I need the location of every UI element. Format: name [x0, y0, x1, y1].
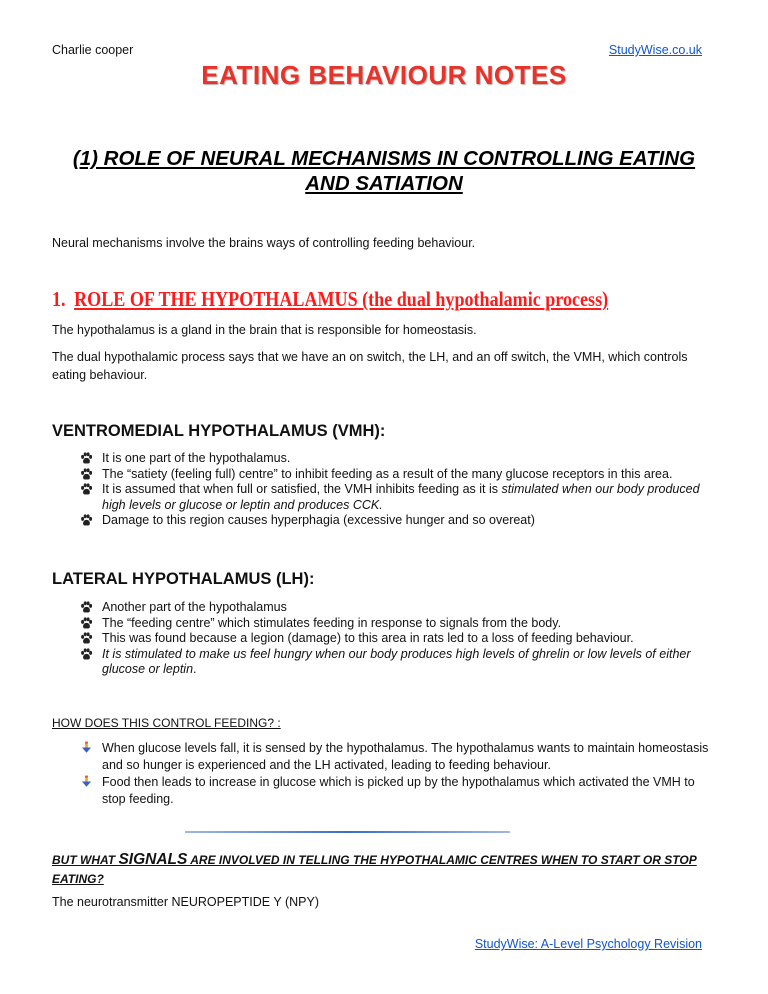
paw-icon: [80, 601, 93, 614]
list-item: It is stimulated to make us feel hungry when our body produces high levels of ghrelin or low levels of either glucose or leptin.: [75, 647, 715, 678]
list-item: When glucose levels fall, it is sensed by the hypothalamus. The hypothalamus wants to maintain homeostasis and so hunger is experienced and the LH activated, leading to feeding behaviour.: [52, 740, 715, 774]
paw-icon: [80, 468, 93, 481]
paw-icon: [80, 483, 93, 496]
paragraph-hypothalamus: The hypothalamus is a gland in the brain that is responsible for homeostasis.: [52, 323, 477, 337]
list-item: It is one part of the hypothalamus.: [75, 451, 715, 467]
list-item: The “satiety (feeling full) centre” to inhibit feeding as a result of the many glucose receptors in this area.: [75, 467, 715, 483]
signals-question: BUT WHAT SIGNALS ARE INVOLVED IN TELLING THE HYPOTHALAMIC CENTRES WHEN TO START OR STOP EATING?: [52, 851, 697, 886]
section-title: [40, 146, 728, 196]
npy-paragraph: The neurotransmitter NEUROPEPTIDE Y (NPY): [52, 895, 319, 909]
paw-icon: [80, 617, 93, 630]
intro-paragraph: Neural mechanisms involve the brains ways of controlling feeding behaviour.: [52, 236, 476, 250]
list-item: It is assumed that when full or satisfied, the VMH inhibits feeding as it is stimulated when our body produced high levels or glucose or leptin and produces CCK.: [75, 482, 715, 513]
control-list: [52, 740, 715, 808]
list-item: This was found because a legion (damage) to this area in rats led to a loss of feeding behaviour.: [75, 631, 715, 647]
paw-icon: [80, 452, 93, 465]
list-item: Damage to this region causes hyperphagia (excessive hunger and so overeat): [75, 513, 715, 529]
heading-hypothalamus: [52, 287, 608, 312]
section-title-line1: (1) ROLE OF NEURAL MECHANISMS IN CONTROLLING EATING: [72, 147, 696, 170]
section-title-line2: AND SATIATION: [305, 172, 463, 195]
author-name: Charlie cooper: [52, 43, 134, 57]
document-title: EATING BEHAVIOUR NOTES: [201, 60, 567, 90]
list-item: Food then leads to increase in glucose which is picked up by the hypothalamus which activated the VMH to stop feeding.: [52, 774, 715, 808]
down-arrow-icon: [80, 775, 93, 788]
list-item: Another part of the hypothalamus: [75, 600, 715, 616]
vmh-list: [75, 451, 715, 529]
down-arrow-icon: [80, 741, 93, 754]
site-link[interactable]: StudyWise.co.uk: [608, 43, 702, 57]
footer-link[interactable]: StudyWise: A-Level Psychology Revision: [474, 937, 702, 951]
list-item: The “feeding centre” which stimulates feeding in response to signals from the body.: [75, 616, 715, 632]
divider-line: [185, 831, 510, 833]
paragraph-dual-process: The dual hypothalamic process says that we have an on switch, the LH, and an off switch, the VMH, which controls eating behaviour.: [52, 350, 688, 382]
heading-number: 1.: [52, 287, 66, 311]
heading-vmh: VENTROMEDIAL HYPOTHALAMUS (VMH):: [52, 422, 386, 440]
paw-icon: [80, 514, 93, 527]
paw-icon: [80, 632, 93, 645]
heading-control-feeding: HOW DOES THIS CONTROL FEEDING? :: [52, 716, 281, 730]
heading-lh: LATERAL HYPOTHALAMUS (LH):: [52, 570, 315, 588]
lh-list: [75, 600, 715, 678]
paw-icon: [80, 648, 93, 661]
heading-text: ROLE OF THE HYPOTHALAMUS (the dual hypothalamic process): [74, 287, 609, 311]
